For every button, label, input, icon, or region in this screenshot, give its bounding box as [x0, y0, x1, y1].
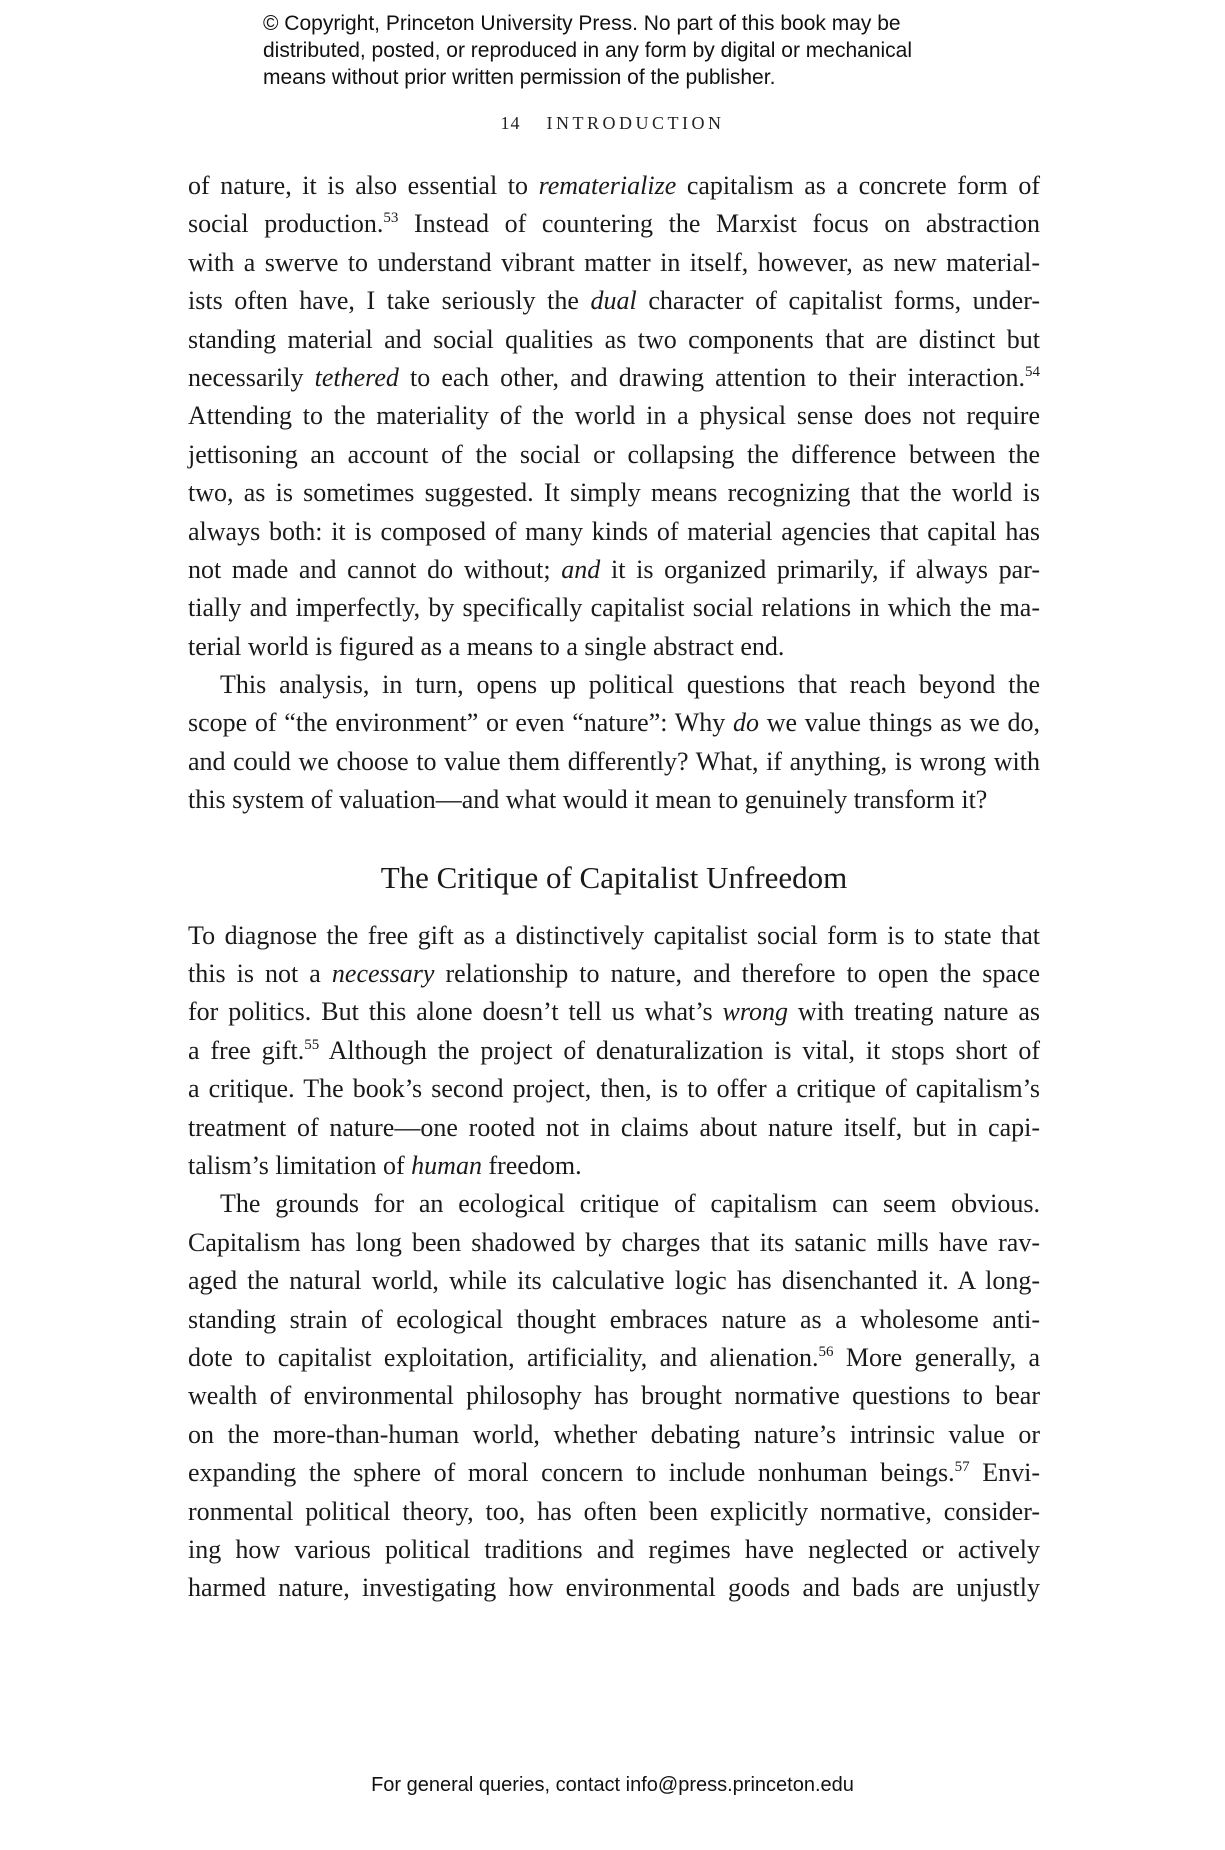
text-run: standing material and social qualities as two components that are distinct but	[188, 324, 1040, 354]
text-line	[188, 1032, 1040, 1070]
text-line	[188, 359, 1040, 397]
text-run: wealth of environmental philosophy has brought normative questions to bear	[188, 1381, 1040, 1411]
footnote-marker: 54	[1025, 363, 1040, 380]
text-run: talism’s limitation of	[188, 1150, 412, 1180]
text-line	[188, 1070, 1040, 1108]
text-line	[188, 666, 1040, 704]
text-line	[188, 993, 1040, 1031]
text-run: we value things as we do,	[758, 708, 1040, 738]
text-run: Attending to the materiality of the world in a physical sense does not require	[188, 401, 1040, 431]
copyright-line: means without prior written permission of the publisher.	[263, 66, 776, 89]
text-run: treatment of nature—one rooted not in claims about nature itself, but in capi-	[188, 1112, 1040, 1142]
paragraph	[188, 666, 1040, 820]
text-run: The grounds for an ecological critique of capitalism can seem obvious.	[220, 1189, 1040, 1219]
text-run: character of capitalist forms, under-	[636, 286, 1041, 316]
text-run: scope of “the environment” or even “nature”: Why	[188, 708, 733, 738]
text-run: two, as is sometimes suggested. It simply means recognizing that the world is	[188, 478, 1040, 508]
text-line	[188, 1224, 1040, 1262]
text-run: ronmental political theory, too, has often been explicitly normative, consider-	[188, 1496, 1040, 1526]
text-run: standing strain of ecological thought embraces nature as a wholesome anti-	[188, 1304, 1040, 1334]
text-run: harmed nature, investigating how environmental goods and bads are unjustly	[188, 1573, 1040, 1603]
italic-text: necessary	[331, 959, 435, 989]
italic-text: do	[732, 708, 759, 738]
text-run: jettisoning an account of the social or collapsing the difference between the	[188, 439, 1040, 469]
text-run: not made and cannot do without;	[188, 554, 562, 584]
footer-contact: For general queries, contact info@press.princeton.edu	[371, 1774, 854, 1796]
footnote-marker: 56	[818, 1343, 834, 1360]
footnote-marker: 55	[304, 1036, 320, 1053]
text-line	[188, 704, 1040, 742]
text-run: necessarily	[188, 362, 315, 392]
text-line	[188, 551, 1040, 589]
text-line	[188, 955, 1040, 993]
copyright-line: © Copyright, Princeton University Press. No part of this book may be	[263, 12, 901, 35]
text-run: Instead of countering the Marxist focus on abstraction	[398, 209, 1040, 239]
text-run: for politics. But this alone doesn’t tell us what’s	[188, 997, 723, 1027]
text-run: relationship to nature, and therefore to open the space	[434, 959, 1041, 989]
text-line	[188, 743, 1040, 781]
text-run: Capitalism has long been shadowed by charges that its satanic mills have rav-	[188, 1227, 1040, 1257]
footnote-marker: 57	[954, 1459, 970, 1476]
text-run: a critique. The book’s second project, then, is to offer a critique of capitalism’s	[188, 1074, 1040, 1104]
text-line	[188, 1493, 1040, 1531]
text-line	[188, 628, 1040, 666]
text-run: on the more-than-human world, whether debating nature’s intrinsic value or	[188, 1419, 1040, 1449]
italic-text: human	[411, 1150, 482, 1180]
text-run: Although the project of denaturalization is vital, it stops short of	[319, 1035, 1040, 1065]
text-run: ists often have, I take seriously the	[188, 286, 591, 316]
text-line	[188, 436, 1040, 474]
text-line	[188, 589, 1040, 627]
text-run: Envi-	[969, 1458, 1041, 1488]
text-line	[188, 282, 1040, 320]
page-number: 14	[500, 113, 521, 133]
text-run: with a swerve to understand vibrant matter in itself, however, as new material-	[188, 247, 1040, 277]
text-run: dote to capitalist exploitation, artificiality, and alienation.	[188, 1342, 819, 1372]
text-run: this is not a	[188, 959, 332, 989]
text-run: of nature, it is also essential to	[188, 171, 539, 200]
italic-text: dual	[590, 286, 637, 316]
text-run: aged the natural world, while its calculative logic has disenchanted it. A long-	[188, 1266, 1040, 1296]
text-line	[188, 513, 1040, 551]
text-run: expanding the sphere of moral concern to include nonhuman beings.	[188, 1458, 955, 1488]
section-heading: The Critique of Capitalist Unfreedom	[380, 859, 848, 895]
text-line	[188, 1262, 1040, 1300]
text-run: and could we choose to value them differently? What, if anything, is wrong with	[188, 746, 1040, 776]
footnote-marker: 53	[383, 210, 399, 227]
copyright-line: distributed, posted, or reproduced in any form by digital or mechanical	[263, 39, 913, 62]
text-run: terial world is figured as a means to a single abstract end.	[188, 631, 785, 661]
text-line	[188, 1416, 1040, 1454]
text-run: to each other, and drawing attention to their interaction.	[398, 362, 1025, 392]
text-run: it is organized primarily, if always par-	[600, 554, 1040, 584]
text-line	[188, 781, 1040, 819]
text-line	[188, 1569, 1040, 1607]
chapter-title: INTRODUCTION	[546, 113, 725, 133]
text-line	[188, 205, 1040, 243]
text-run: This analysis, in turn, opens up political questions that reach beyond the	[220, 670, 1040, 700]
text-line	[188, 1377, 1040, 1415]
text-run: always both: it is composed of many kinds of material agencies that capital has	[188, 516, 1040, 546]
italic-text: tethered	[314, 362, 399, 392]
text-line	[188, 474, 1040, 512]
text-run: tially and imperfectly, by specifically capitalist social relations in which the ma-	[188, 593, 1040, 623]
text-run: social production.	[188, 209, 384, 239]
italic-text: rematerialize	[538, 171, 677, 200]
text-line	[188, 1454, 1040, 1492]
text-run: with treating nature as	[788, 997, 1040, 1027]
text-line	[188, 397, 1040, 435]
text-line	[188, 167, 1040, 205]
text-line	[188, 1339, 1040, 1377]
text-line	[188, 1109, 1040, 1147]
text-line	[188, 1531, 1040, 1569]
text-line	[188, 244, 1040, 282]
text-run: More generally, a	[833, 1342, 1040, 1372]
italic-text: and	[561, 554, 601, 584]
paragraph	[188, 917, 1040, 1186]
text-run: a free gift.	[188, 1035, 305, 1065]
paragraph	[188, 1185, 1040, 1607]
text-line	[188, 1301, 1040, 1339]
body-text	[188, 167, 1040, 1608]
paragraph	[188, 167, 1040, 666]
copyright-notice	[263, 10, 1003, 91]
text-line	[188, 321, 1040, 359]
text-run: ing how various political traditions and regimes have neglected or actively	[188, 1534, 1040, 1564]
text-run: freedom.	[481, 1150, 582, 1180]
text-line	[188, 1185, 1040, 1223]
italic-text: wrong	[722, 997, 788, 1027]
running-head	[0, 113, 1225, 134]
text-run: this system of valuation—and what would it mean to genuinely transform it?	[188, 785, 988, 815]
text-line	[188, 917, 1040, 955]
text-run: To diagnose the free gift as a distinctively capitalist social form is to state that	[188, 920, 1040, 950]
text-line	[188, 1147, 1040, 1185]
text-run: capitalism as a concrete form of	[676, 171, 1041, 200]
